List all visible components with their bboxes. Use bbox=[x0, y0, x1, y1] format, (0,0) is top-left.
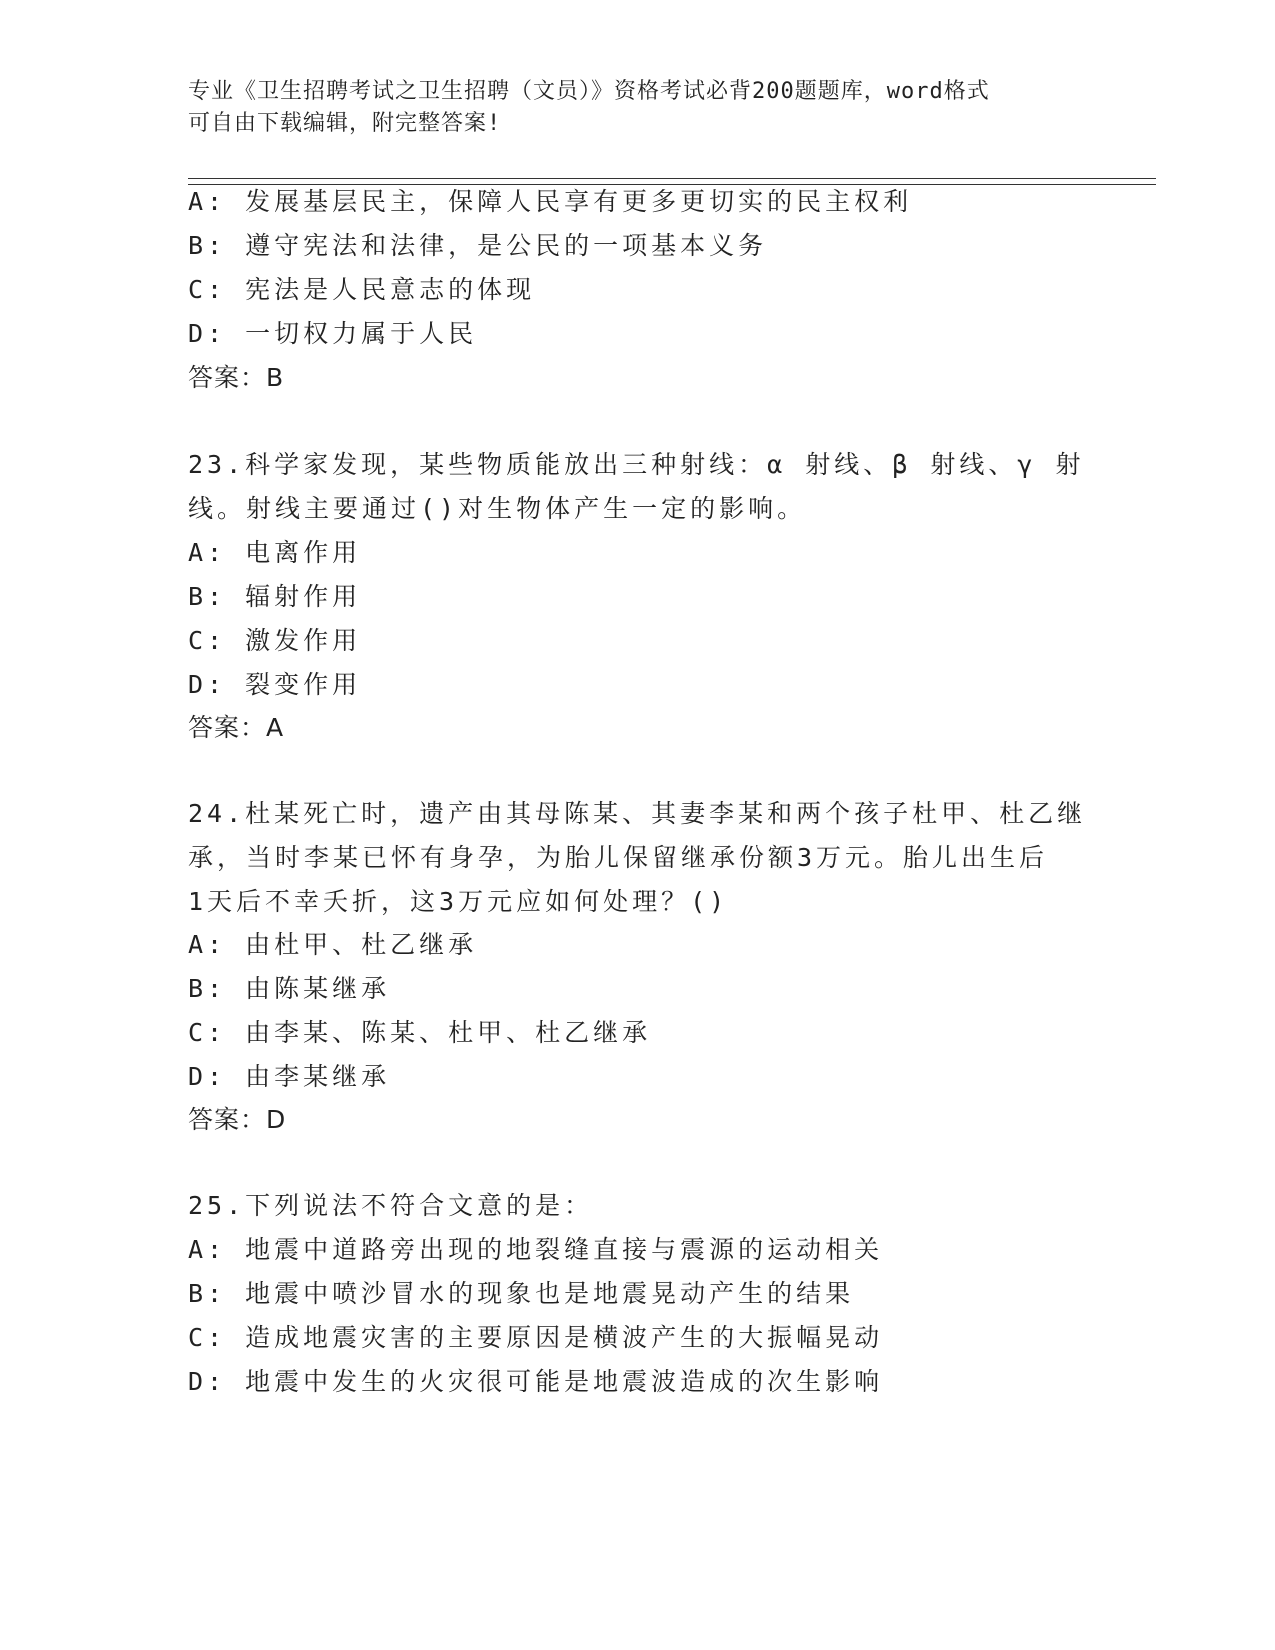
q23-option-b: B: 辐射作用 bbox=[188, 582, 362, 611]
q24-option-d: D: 由李某继承 bbox=[188, 1062, 391, 1091]
q24-stem-line-2: 承，当时李某已怀有身孕，为胎儿保留继承份额3万元。胎儿出生后 bbox=[188, 843, 1049, 872]
q23-option-c: C: 激发作用 bbox=[188, 626, 362, 655]
q24-option-b: B: 由陈某继承 bbox=[188, 974, 391, 1003]
q22-option-a: A: 发展基层民主，保障人民享有更多更切实的民主权利 bbox=[188, 187, 913, 216]
q25-option-c: C: 造成地震灾害的主要原因是横波产生的大振幅晃动 bbox=[188, 1323, 884, 1352]
q24-stem-line-3: 1天后不幸夭折，这3万元应如何处理？() bbox=[188, 887, 729, 916]
q23-stem-line-1: 23.科学家发现，某些物质能放出三种射线：α 射线、β 射线、γ 射 bbox=[188, 450, 1085, 479]
q24-stem-line-1: 24.杜某死亡时，遗产由其母陈某、其妻李某和两个孩子杜甲、杜乙继 bbox=[188, 799, 1087, 828]
header-divider-top bbox=[188, 178, 1156, 179]
q25-option-d: D: 地震中发生的火灾很可能是地震波造成的次生影响 bbox=[188, 1367, 884, 1396]
header-divider-bottom bbox=[188, 184, 1156, 185]
q24-option-c: C: 由李某、陈某、杜甲、杜乙继承 bbox=[188, 1018, 652, 1047]
q22-option-c: C: 宪法是人民意志的体现 bbox=[188, 275, 536, 304]
header-line-2: 可自由下载编辑，附完整答案! bbox=[188, 111, 502, 136]
q25-option-a: A: 地震中道路旁出现的地裂缝直接与震源的运动相关 bbox=[188, 1235, 884, 1264]
q22-answer: 答案：B bbox=[188, 363, 285, 392]
q23-answer: 答案：A bbox=[188, 713, 285, 742]
q24-answer: 答案：D bbox=[188, 1105, 287, 1134]
header-line-1: 专业《卫生招聘考试之卫生招聘（文员）》资格考试必背200题题库，word格式 bbox=[188, 79, 990, 104]
q23-stem-line-2: 线。射线主要通过()对生物体产生一定的影响。 bbox=[188, 494, 807, 523]
q22-option-b: B: 遵守宪法和法律，是公民的一项基本义务 bbox=[188, 231, 768, 260]
q25-stem-line-1: 25.下列说法不符合文意的是： bbox=[188, 1191, 594, 1220]
q25-option-b: B: 地震中喷沙冒水的现象也是地震晃动产生的结果 bbox=[188, 1279, 855, 1308]
q23-option-d: D: 裂变作用 bbox=[188, 670, 362, 699]
q24-option-a: A: 由杜甲、杜乙继承 bbox=[188, 930, 478, 959]
document-header bbox=[188, 76, 1088, 140]
q22-option-d: D: 一切权力属于人民 bbox=[188, 319, 478, 348]
q23-option-a: A: 电离作用 bbox=[188, 538, 362, 567]
